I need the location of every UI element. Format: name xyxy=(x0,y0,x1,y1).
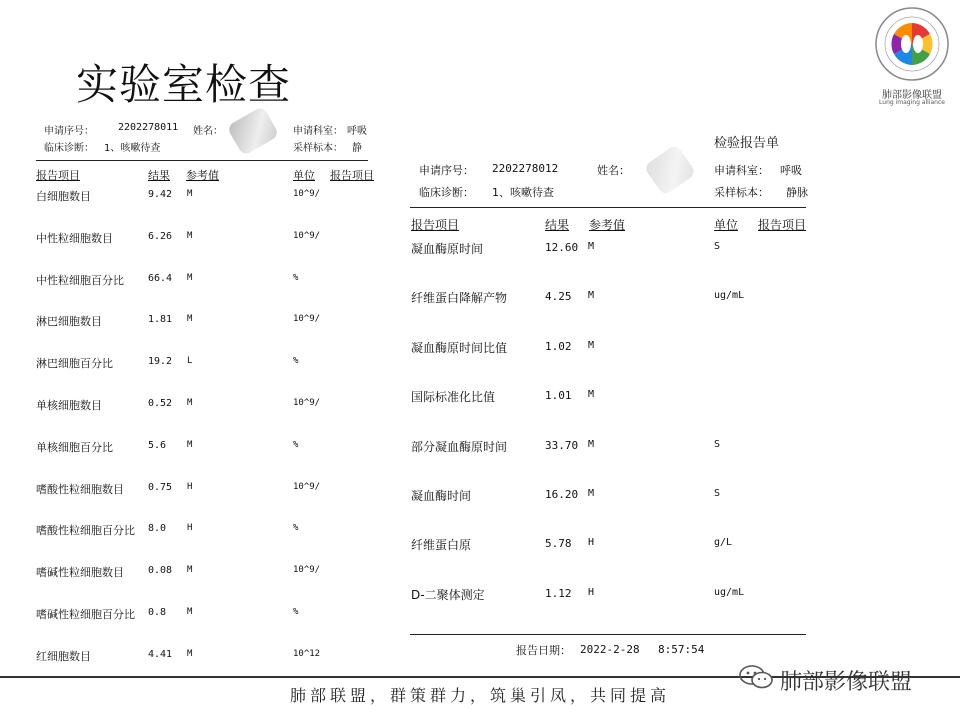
row-flag: M xyxy=(187,272,193,283)
right-col-item-2: 报告项目 xyxy=(758,218,807,232)
row-flag: M xyxy=(588,488,595,499)
left-dept: 呼吸 xyxy=(347,126,367,137)
left-apply-no-label: 申请序号： xyxy=(44,126,94,137)
row-item: 凝血酶原时间 xyxy=(411,242,484,256)
row-flag: M xyxy=(588,389,595,401)
row-item: D-二聚体测定 xyxy=(411,587,485,602)
row-flag: M xyxy=(187,565,193,576)
right-col-result: 结果 xyxy=(545,218,570,232)
row-flag: M xyxy=(187,314,193,325)
right-diagnosis: 1、咳嗽待查 xyxy=(492,186,554,199)
row-result: 5.78 xyxy=(545,537,572,551)
row-unit: 10^9/ xyxy=(293,481,321,492)
row-flag: L xyxy=(187,356,193,367)
row-item: 嗜酸性粒细胞数目 xyxy=(36,482,124,496)
row-item: 部分凝血酶原时间 xyxy=(411,439,508,454)
row-item: 国际标准化比值 xyxy=(411,390,496,405)
right-sample: 静脉 xyxy=(786,186,808,199)
row-item: 淋巴细胞数目 xyxy=(36,315,102,329)
right-header-rule xyxy=(410,207,806,208)
row-flag: M xyxy=(588,438,595,450)
right-col-reference: 参考值 xyxy=(589,218,626,232)
row-flag: M xyxy=(588,339,595,351)
row-result: 0.75 xyxy=(148,481,173,493)
row-flag: H xyxy=(588,537,595,549)
row-item: 凝血酶原时间比值 xyxy=(411,340,508,355)
left-sample: 静 xyxy=(352,143,362,154)
row-unit: g/L xyxy=(714,537,733,549)
row-item: 中性粒细胞数目 xyxy=(36,231,113,245)
row-unit: ug/mL xyxy=(714,586,745,598)
row-flag: M xyxy=(187,398,193,408)
row-result: 33.70 xyxy=(545,438,579,452)
row-item: 单核细胞数目 xyxy=(36,399,102,412)
right-report-title: 检验报告单 xyxy=(714,136,780,151)
row-result: 0.8 xyxy=(148,607,167,618)
row-result: 1.02 xyxy=(545,339,572,353)
row-result: 0.52 xyxy=(148,398,173,409)
left-apply-no: 2202278011 xyxy=(118,122,179,133)
row-item: 嗜碱性粒细胞数目 xyxy=(36,566,124,580)
right-name-label: 姓名： xyxy=(597,164,630,177)
left-col-unit: 单位 xyxy=(293,169,315,182)
left-col-reference: 参考值 xyxy=(186,169,219,182)
watermark xyxy=(738,664,912,696)
row-result: 0.08 xyxy=(148,565,173,577)
row-result: 6.26 xyxy=(148,230,173,242)
row-flag: M xyxy=(187,439,193,450)
row-result: 5.6 xyxy=(148,439,167,451)
row-unit: 10^9/ xyxy=(293,230,321,241)
row-result: 1.01 xyxy=(545,389,572,403)
left-name-label: 姓名： xyxy=(193,126,223,137)
row-item: 红细胞数目 xyxy=(36,649,91,663)
row-unit: ug/mL xyxy=(714,290,745,302)
row-unit: S xyxy=(714,438,721,450)
left-diagnosis-label: 临床诊断： xyxy=(44,143,94,154)
left-col-item-2: 报告项目 xyxy=(330,169,374,182)
row-unit: % xyxy=(293,272,299,283)
right-dept-label: 申请科室： xyxy=(714,164,769,177)
row-flag: M xyxy=(588,290,595,302)
left-diagnosis: 1、咳嗽待查 xyxy=(104,143,161,154)
left-col-result: 结果 xyxy=(148,169,170,182)
row-unit: 10^9/ xyxy=(293,189,321,199)
row-item: 嗜酸性粒细胞百分比 xyxy=(36,524,135,538)
row-result: 1.12 xyxy=(545,586,572,600)
row-flag: M xyxy=(187,189,193,199)
row-item: 纤维蛋白降解产物 xyxy=(411,291,508,306)
row-result: 9.42 xyxy=(148,189,173,200)
row-unit: % xyxy=(293,356,299,367)
row-item: 纤维蛋白原 xyxy=(411,538,472,553)
row-result: 4.41 xyxy=(148,648,173,660)
right-name-redacted xyxy=(643,144,696,196)
row-flag: H xyxy=(588,586,595,598)
row-item: 嗜碱性粒细胞百分比 xyxy=(36,608,135,621)
row-unit: % xyxy=(293,439,299,450)
row-flag: H xyxy=(187,481,193,492)
row-flag: M xyxy=(187,648,193,659)
row-item: 淋巴细胞百分比 xyxy=(36,357,113,371)
row-unit: % xyxy=(293,523,299,534)
row-item: 单核细胞百分比 xyxy=(36,440,113,454)
row-result: 4.25 xyxy=(545,290,572,304)
row-unit: 10^9/ xyxy=(293,565,321,576)
row-result: 12.60 xyxy=(545,241,579,254)
left-dept-label: 申请科室： xyxy=(293,126,343,137)
row-flag: M xyxy=(187,230,193,241)
row-unit: 10^12 xyxy=(293,648,321,659)
wechat-icon xyxy=(738,664,774,696)
row-item: 白细胞数目 xyxy=(36,190,91,203)
right-col-unit: 单位 xyxy=(714,218,739,232)
row-result: 1.81 xyxy=(148,314,173,326)
footer-slogan: 肺部联盟，群策群力，筑巢引凤，共同提高 xyxy=(289,686,670,705)
row-result: 19.2 xyxy=(148,356,173,368)
logo-name: 肺部影像联盟 xyxy=(882,90,942,101)
row-item: 中性粒细胞百分比 xyxy=(36,273,124,287)
row-flag: M xyxy=(588,241,595,252)
row-flag: H xyxy=(187,523,193,534)
right-footer-rule xyxy=(410,634,806,635)
row-item: 凝血酶时间 xyxy=(411,489,472,503)
row-unit: S xyxy=(714,241,721,252)
page-title: 实验室检查 xyxy=(76,60,292,109)
left-col-item: 报告项目 xyxy=(36,169,80,182)
report-date-label: 报告日期： xyxy=(516,644,571,657)
report-date: 2022-2-28 xyxy=(580,643,640,656)
row-flag: M xyxy=(187,607,193,617)
row-unit: 10^9/ xyxy=(293,314,321,325)
right-diagnosis-label: 临床诊断： xyxy=(419,186,474,199)
watermark-text: 肺部影像联盟 xyxy=(780,669,913,695)
row-result: 8.0 xyxy=(148,523,167,535)
right-sample-label: 采样标本： xyxy=(714,186,769,199)
row-unit: % xyxy=(293,607,299,617)
row-unit: S xyxy=(714,488,721,499)
right-apply-no-label: 申请序号： xyxy=(419,164,474,177)
row-result: 16.20 xyxy=(545,488,579,501)
right-col-item: 报告项目 xyxy=(411,218,460,232)
row-unit: 10^9/ xyxy=(293,398,321,408)
right-apply-no: 2202278012 xyxy=(492,162,559,175)
logo-subtitle: Lung imaging alliance xyxy=(879,99,945,106)
left-sample-label: 采样标本： xyxy=(293,143,343,154)
right-dept: 呼吸 xyxy=(780,164,802,177)
report-time: 8:57:54 xyxy=(658,643,705,656)
row-result: 66.4 xyxy=(148,272,173,284)
